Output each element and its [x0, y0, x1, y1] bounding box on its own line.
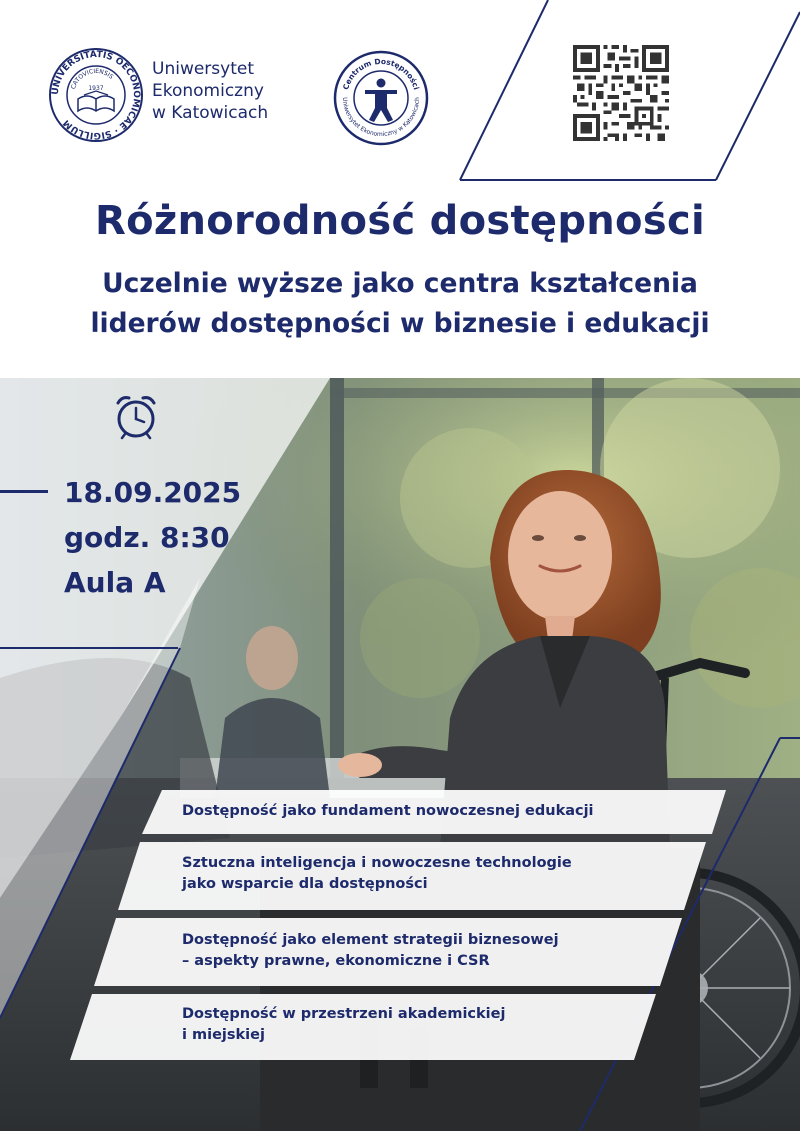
qr-code-icon[interactable] — [573, 45, 669, 141]
event-time: godz. 8:30 — [64, 521, 230, 554]
poster: UNIVERSITATIS OECONOMICAE · SIGILLUM CATOVICIENSIS 1937 Uniwersytet Ekonomiczny w Katowicach Centrum Dostępności Uniwersytet Ekonomiczny w Katowicach Różnorodność dostępności Uczelnie wyższe jako centra kształcenia liderów dostępności w biznesie i edukacji 18.09.2025 godz. 8:30 Aula A Dostępność jako fundament nowoczesnej edukacji Sztuczna inteligencja i nowoczesne technologie jako wsparcie dla dostępności Dostępność jako element strategii biznesowej – aspekty prawne, ekonomiczne i CSR Dostępność w przestrzeni akademickiej i miejskiej — [0, 0, 800, 1131]
poster-subtitle: Uczelnie wyższe jako centra kształcenia liderów dostępności w biznesie i edukacji — [90, 268, 710, 339]
svg-text:Centrum Dostępności: Centrum Dostępności — [341, 56, 421, 91]
date-accent-line — [0, 490, 48, 493]
svg-text:Uniwersytet Ekonomiczny w Kato: Uniwersytet Ekonomiczny w Katowicach — [340, 97, 422, 139]
svg-text:1937: 1937 — [88, 85, 104, 92]
svg-text:CATOVICIENSIS: CATOVICIENSIS — [69, 67, 115, 91]
university-seal-logo — [48, 47, 144, 143]
university-name: Uniwersytet Ekonomiczny w Katowicach — [152, 59, 269, 123]
accessibility-person-icon — [377, 79, 386, 88]
svg-text:UNIVERSITATIS OECONOMICAE · SI: UNIVERSITATIS OECONOMICAE · SIGILLUM — [50, 49, 142, 141]
event-place: Aula A — [64, 566, 166, 599]
accessibility-center-logo — [333, 50, 429, 146]
event-date: 18.09.2025 — [64, 476, 242, 509]
poster-title: Różnorodność dostępności — [95, 198, 705, 244]
event-details — [64, 470, 241, 605]
alarm-clock-icon — [112, 393, 160, 441]
